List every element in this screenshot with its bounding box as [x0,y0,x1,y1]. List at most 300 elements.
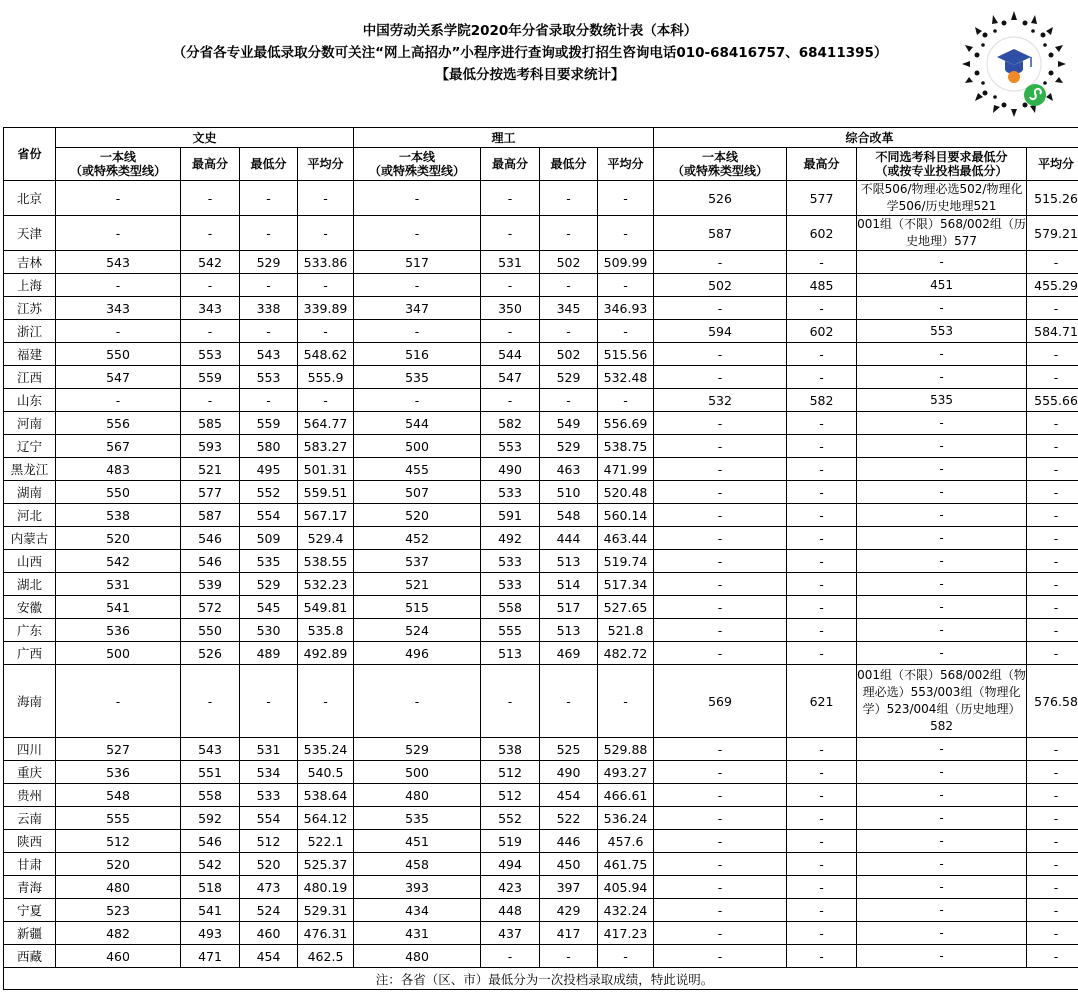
title-block [100,20,960,86]
zonghe-benline-cell: - [654,619,787,642]
zonghe-min-cell: 553 [857,320,1027,343]
wenshi-benline-cell: 536 [56,761,181,784]
zonghe-max-cell: 582 [787,389,857,412]
ligong-max-cell: 553 [481,435,540,458]
table-row [4,807,1078,830]
zonghe-benline-cell: - [654,343,787,366]
zonghe-benline-header: 一本线 （或特殊类型线） [654,148,787,181]
province-cell: 江苏 [4,297,56,320]
table-row [4,251,1078,274]
wenshi-avg-cell: 538.55 [298,550,354,573]
wenshi-benline-cell: 520 [56,853,181,876]
zonghe-min-cell: 451 [857,274,1027,297]
table-row [4,435,1078,458]
wenshi-max-cell: - [181,320,240,343]
wenshi-benline-cell: 548 [56,784,181,807]
zonghe-max-cell: - [787,876,857,899]
zonghe-min-cell: - [857,458,1027,481]
zonghe-max-cell: - [787,251,857,274]
wenshi-max-cell: 518 [181,876,240,899]
province-cell: 黑龙江 [4,458,56,481]
zonghe-min-cell: 535 [857,389,1027,412]
province-cell: 湖南 [4,481,56,504]
zonghe-min-cell: - [857,619,1027,642]
ligong-min-cell: 446 [540,830,598,853]
zonghe-avg-cell: - [1027,922,1078,945]
ligong-min-cell: 549 [540,412,598,435]
header-row-columns [4,148,1078,181]
zonghe-min-cell: - [857,899,1027,922]
table-row [4,922,1078,945]
ligong-avg-cell: 536.24 [598,807,654,830]
wenshi-min-cell: 535 [240,550,298,573]
wenshi-benline-cell: 555 [56,807,181,830]
wenshi-min-cell: 552 [240,481,298,504]
zonghe-max-cell: - [787,550,857,573]
zonghe-benline-cell: - [654,527,787,550]
ligong-avg-cell: 520.48 [598,481,654,504]
ligong-max-cell: 519 [481,830,540,853]
wenshi-benline-cell: 541 [56,596,181,619]
zonghe-max-cell: - [787,596,857,619]
wenshi-avg-cell: 529.4 [298,527,354,550]
ligong-min-cell: - [540,181,598,216]
zonghe-benline-cell: - [654,642,787,665]
table-row [4,297,1078,320]
table-row [4,550,1078,573]
sub-title: （分省各专业最低录取分数可关注“网上高招办”小程序进行查询或拨打招生咨询电话010-68416757、68411395） [172,45,888,61]
ligong-avg-cell: 463.44 [598,527,654,550]
ligong-min-cell: 454 [540,784,598,807]
zonghe-avg-cell: - [1027,945,1078,968]
province-cell: 陕西 [4,830,56,853]
province-cell: 青海 [4,876,56,899]
zonghe-benline-cell: 502 [654,274,787,297]
province-cell: 贵州 [4,784,56,807]
province-cell: 辽宁 [4,435,56,458]
wenshi-max-cell: 559 [181,366,240,389]
zonghe-min-cell: - [857,853,1027,876]
ligong-max-cell: 531 [481,251,540,274]
table-row [4,784,1078,807]
wenshi-max-cell: 526 [181,642,240,665]
zonghe-max-cell: - [787,761,857,784]
zonghe-avg-cell: - [1027,343,1078,366]
ligong-benline-cell: 480 [354,784,481,807]
zonghe-avg-cell: - [1027,876,1078,899]
ligong-benline-cell: 452 [354,527,481,550]
ligong-avg-cell: 509.99 [598,251,654,274]
wenshi-min-cell: - [240,665,298,738]
ligong-max-cell: 513 [481,642,540,665]
ligong-max-cell: 555 [481,619,540,642]
ligong-avg-cell: 517.34 [598,573,654,596]
table-row [4,320,1078,343]
ligong-avg-cell: - [598,274,654,297]
zonghe-max-cell: - [787,922,857,945]
table-row [4,665,1078,738]
zonghe-avg-cell: - [1027,504,1078,527]
wenshi-avg-cell: 540.5 [298,761,354,784]
zonghe-avg-header: 平均分 [1027,148,1078,181]
table-row [4,181,1078,216]
ligong-benline-cell: 515 [354,596,481,619]
ligong-benline-cell: - [354,181,481,216]
wenshi-min-cell: - [240,320,298,343]
zonghe-avg-cell: - [1027,807,1078,830]
wenshi-avg-cell: - [298,274,354,297]
ligong-min-cell: - [540,945,598,968]
stat-note-title: 【最低分按选考科目要求统计】 [435,67,625,83]
zonghe-benline-cell: - [654,784,787,807]
zonghe-min-cell: - [857,876,1027,899]
wenshi-benline-cell: 460 [56,945,181,968]
ligong-avg-cell: 417.23 [598,922,654,945]
ligong-avg-cell: 556.69 [598,412,654,435]
ligong-min-cell: 525 [540,738,598,761]
zonghe-min-cell: - [857,504,1027,527]
zonghe-header: 综合改革 [654,128,1078,148]
wenshi-benline-cell: - [56,216,181,251]
ligong-benline-cell: 347 [354,297,481,320]
zonghe-benline-cell: - [654,876,787,899]
wenshi-avg-cell: 525.37 [298,853,354,876]
zonghe-avg-cell: - [1027,435,1078,458]
wenshi-benline-cell: 343 [56,297,181,320]
ligong-max-cell: 558 [481,596,540,619]
ligong-benline-cell: - [354,274,481,297]
wenshi-min-cell: - [240,389,298,412]
ligong-max-cell: 591 [481,504,540,527]
zonghe-max-cell: - [787,527,857,550]
wenshi-avg-cell: 567.17 [298,504,354,527]
ligong-benline-header: 一本线 （或特殊类型线） [354,148,481,181]
zonghe-max-cell: - [787,573,857,596]
ligong-avg-cell: 405.94 [598,876,654,899]
table-row [4,389,1078,412]
wenshi-benline-cell: 512 [56,830,181,853]
province-cell: 江西 [4,366,56,389]
ligong-max-cell: 492 [481,527,540,550]
zonghe-min-cell: - [857,297,1027,320]
zonghe-min-cell: - [857,642,1027,665]
table-row [4,527,1078,550]
ligong-benline-cell: 529 [354,738,481,761]
wenshi-avg-cell: 549.81 [298,596,354,619]
wenshi-avg-cell: - [298,216,354,251]
zonghe-min-cell: 001组（不限）568/002组（物理必选）553/003组（物理化学）523/004组（历史地理）582 [857,665,1027,738]
wenshi-max-cell: 343 [181,297,240,320]
zonghe-benline-cell: 587 [654,216,787,251]
wenshi-avg-cell: 555.9 [298,366,354,389]
wenshi-benline-cell: 550 [56,481,181,504]
zonghe-min-cell: 不限506/物理必选502/物理化学506/历史地理521 [857,181,1027,216]
ligong-max-cell: 512 [481,784,540,807]
wenshi-min-cell: 520 [240,853,298,876]
province-cell: 河北 [4,504,56,527]
wenshi-max-cell: 471 [181,945,240,968]
table-row [4,412,1078,435]
wenshi-avg-header: 平均分 [298,148,354,181]
wenshi-min-cell: 529 [240,251,298,274]
zonghe-max-cell: - [787,297,857,320]
wenshi-avg-cell: 480.19 [298,876,354,899]
ligong-max-cell: 538 [481,738,540,761]
ligong-max-cell: - [481,945,540,968]
ligong-benline-cell: 458 [354,853,481,876]
zonghe-min-cell: - [857,435,1027,458]
ligong-benline-cell: 507 [354,481,481,504]
zonghe-benline-cell: - [654,481,787,504]
zonghe-benline-cell: 569 [654,665,787,738]
wenshi-max-cell: 546 [181,527,240,550]
wenshi-min-cell: 524 [240,899,298,922]
ligong-avg-cell: 461.75 [598,853,654,876]
wenshi-benline-cell: 542 [56,550,181,573]
ligong-avg-cell: - [598,945,654,968]
zonghe-avg-cell: 455.29 [1027,274,1078,297]
zonghe-min-cell: - [857,527,1027,550]
province-cell: 湖北 [4,573,56,596]
zonghe-benline-cell: - [654,830,787,853]
wenshi-max-cell: 542 [181,853,240,876]
ligong-min-cell: 469 [540,642,598,665]
ligong-benline-cell: 521 [354,573,481,596]
wenshi-min-header: 最低分 [240,148,298,181]
zonghe-avg-cell: 584.71 [1027,320,1078,343]
wenshi-min-cell: - [240,181,298,216]
zonghe-avg-cell: - [1027,761,1078,784]
province-cell: 河南 [4,412,56,435]
wenshi-min-cell: 559 [240,412,298,435]
zonghe-max-cell: - [787,343,857,366]
table-row [4,216,1078,251]
zonghe-avg-cell: - [1027,738,1078,761]
ligong-benline-cell: 496 [354,642,481,665]
wenshi-max-cell: - [181,389,240,412]
zonghe-max-cell: - [787,366,857,389]
zonghe-max-cell: - [787,481,857,504]
zonghe-benline-cell: - [654,738,787,761]
ligong-avg-cell: 538.75 [598,435,654,458]
ligong-header: 理工 [354,128,654,148]
province-cell: 天津 [4,216,56,251]
ligong-min-cell: 450 [540,853,598,876]
wenshi-benline-cell: - [56,389,181,412]
ligong-avg-cell: 471.99 [598,458,654,481]
table-row [4,343,1078,366]
zonghe-max-cell: - [787,784,857,807]
zonghe-max-cell: - [787,830,857,853]
province-cell: 广西 [4,642,56,665]
zonghe-avg-cell: - [1027,853,1078,876]
ligong-max-cell: 533 [481,550,540,573]
ligong-avg-cell: - [598,216,654,251]
zonghe-avg-cell: - [1027,458,1078,481]
zonghe-max-cell: - [787,807,857,830]
ligong-benline-cell: - [354,389,481,412]
wenshi-min-cell: 534 [240,761,298,784]
ligong-min-cell: 522 [540,807,598,830]
wenshi-min-cell: 530 [240,619,298,642]
header-row-groups [4,128,1078,148]
zonghe-min-header: 不同选考科目要求最低分 （或按专业投档最低分） [857,148,1027,181]
wenshi-max-cell: 539 [181,573,240,596]
table-row [4,899,1078,922]
wenshi-max-cell: 541 [181,899,240,922]
zonghe-min-cell: - [857,738,1027,761]
ligong-avg-cell: 560.14 [598,504,654,527]
ligong-benline-cell: 544 [354,412,481,435]
wenshi-benline-cell: 480 [56,876,181,899]
wenshi-avg-cell: 548.62 [298,343,354,366]
ligong-avg-cell: 515.56 [598,343,654,366]
ligong-min-cell: 502 [540,343,598,366]
wenshi-min-cell: 531 [240,738,298,761]
ligong-max-cell: - [481,216,540,251]
ligong-benline-cell: 393 [354,876,481,899]
zonghe-benline-cell: - [654,550,787,573]
province-cell: 吉林 [4,251,56,274]
zonghe-max-header: 最高分 [787,148,857,181]
ligong-max-header: 最高分 [481,148,540,181]
wenshi-max-cell: 546 [181,550,240,573]
ligong-min-cell: 463 [540,458,598,481]
ligong-min-cell: 417 [540,922,598,945]
zonghe-benline-cell: - [654,922,787,945]
ligong-benline-cell: 535 [354,366,481,389]
wenshi-min-cell: 512 [240,830,298,853]
wenshi-avg-cell: 535.24 [298,738,354,761]
table-row [4,642,1078,665]
zonghe-benline-cell: - [654,504,787,527]
wenshi-benline-cell: - [56,665,181,738]
ligong-benline-cell: 500 [354,761,481,784]
wenshi-min-cell: 489 [240,642,298,665]
zonghe-max-cell: - [787,899,857,922]
zonghe-min-cell: - [857,830,1027,853]
wenshi-benline-cell: 520 [56,527,181,550]
wenshi-max-cell: 558 [181,784,240,807]
zonghe-min-cell: - [857,343,1027,366]
zonghe-benline-cell: - [654,251,787,274]
province-cell: 福建 [4,343,56,366]
ligong-benline-cell: 524 [354,619,481,642]
wenshi-avg-cell: 564.77 [298,412,354,435]
province-cell: 浙江 [4,320,56,343]
zonghe-avg-cell: - [1027,527,1078,550]
province-cell: 宁夏 [4,899,56,922]
main-title: 中国劳动关系学院2020年分省录取分数统计表（本科） [362,23,698,39]
zonghe-min-cell: - [857,922,1027,945]
ligong-avg-cell: 346.93 [598,297,654,320]
wenshi-avg-cell: - [298,320,354,343]
ligong-max-cell: 490 [481,458,540,481]
wenshi-avg-cell: 533.86 [298,251,354,274]
zonghe-avg-cell: - [1027,412,1078,435]
wenshi-benline-cell: - [56,274,181,297]
zonghe-max-cell: - [787,642,857,665]
zonghe-avg-cell: - [1027,297,1078,320]
zonghe-max-cell: - [787,458,857,481]
wenshi-min-cell: 553 [240,366,298,389]
zonghe-avg-cell: - [1027,481,1078,504]
wenshi-avg-cell: 501.31 [298,458,354,481]
zonghe-min-cell: - [857,807,1027,830]
zonghe-max-cell: - [787,738,857,761]
document-header [0,0,1078,127]
zonghe-max-cell: - [787,853,857,876]
zonghe-max-cell: 577 [787,181,857,216]
table-row [4,853,1078,876]
ligong-max-cell: 494 [481,853,540,876]
ligong-min-cell: 429 [540,899,598,922]
zonghe-benline-cell: 532 [654,389,787,412]
wenshi-avg-cell: 492.89 [298,642,354,665]
wenshi-avg-cell: 339.89 [298,297,354,320]
footnote: 注：各省（区、市）最低分为一次投档录取成绩，特此说明。 [4,968,1078,990]
wenshi-min-cell: 554 [240,504,298,527]
footnote-row [4,968,1078,990]
zonghe-max-cell: - [787,619,857,642]
table-body [4,181,1078,968]
wenshi-benline-cell: 482 [56,922,181,945]
table-row [4,366,1078,389]
wenshi-min-cell: 473 [240,876,298,899]
zonghe-benline-cell: - [654,435,787,458]
wenshi-benline-cell: 543 [56,251,181,274]
zonghe-max-cell: - [787,504,857,527]
wenshi-benline-cell: 550 [56,343,181,366]
ligong-min-cell: 514 [540,573,598,596]
ligong-benline-cell: - [354,320,481,343]
ligong-benline-cell: 451 [354,830,481,853]
zonghe-benline-cell: - [654,412,787,435]
ligong-benline-cell: - [354,665,481,738]
ligong-benline-cell: 516 [354,343,481,366]
zonghe-avg-cell: - [1027,550,1078,573]
ligong-max-cell: - [481,181,540,216]
ligong-avg-cell: 532.48 [598,366,654,389]
wenshi-max-cell: - [181,274,240,297]
wenshi-avg-cell: 532.23 [298,573,354,596]
ligong-min-cell: 548 [540,504,598,527]
wenshi-avg-cell: 559.51 [298,481,354,504]
wenshi-max-cell: 593 [181,435,240,458]
ligong-min-cell: 529 [540,435,598,458]
wenshi-avg-cell: 476.31 [298,922,354,945]
zonghe-min-cell: - [857,573,1027,596]
wenshi-max-cell: 553 [181,343,240,366]
ligong-avg-cell: 482.72 [598,642,654,665]
ligong-max-cell: - [481,665,540,738]
wenshi-benline-cell: 523 [56,899,181,922]
ligong-min-cell: - [540,320,598,343]
wenshi-min-cell: 545 [240,596,298,619]
ligong-max-cell: 533 [481,573,540,596]
table-row [4,458,1078,481]
ligong-min-cell: - [540,665,598,738]
wenshi-max-cell: 551 [181,761,240,784]
zonghe-benline-cell: - [654,945,787,968]
wenshi-benline-header: 一本线 （或特殊类型线） [56,148,181,181]
zonghe-avg-cell: - [1027,899,1078,922]
zonghe-min-cell: - [857,596,1027,619]
zonghe-min-cell: - [857,412,1027,435]
wenshi-min-cell: 554 [240,807,298,830]
ligong-min-cell: 517 [540,596,598,619]
wenshi-benline-cell: 547 [56,366,181,389]
